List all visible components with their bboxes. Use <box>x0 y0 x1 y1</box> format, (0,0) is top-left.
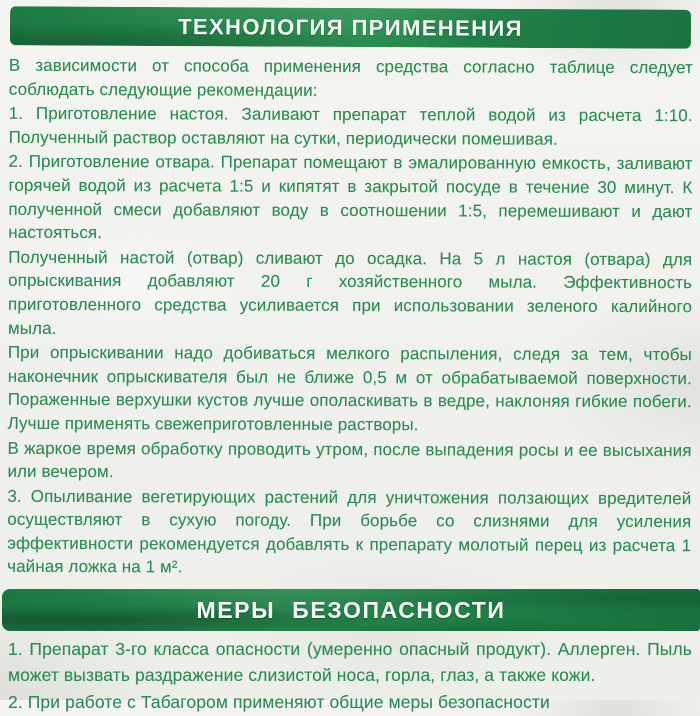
label-paragraph: В зависимости от способа применения средства согласно таблице следует соблюдать следующие рекомендации: <box>8 55 693 100</box>
label-paragraph: 2. При работе с Табагором применяют общие меры безопасности <box>8 692 550 712</box>
technology-section-title: ТЕХНОЛОГИЯ ПРИМЕНЕНИЯ <box>178 13 523 41</box>
section-header-safety <box>2 589 700 631</box>
label-paragraph: 2. Приготовление отвара. Препарат помещают в эмалированную емкость, заливают горячей водой из расчета 1:5 и кипятят в закрытой посуде в течение 30 минут. К полученной смеси добавляют воду в соотношении 1:5, перемешивают и дают настояться. <box>8 152 693 243</box>
label-paragraph: Полученный настой (отвар) сливают до осадка. На 5 л настоя (отвара) для опрыскивания добавляют 20 г хозяйственного мыла. Эффективность приготовленного средства усиливается при использовании зеленого калийного мыла. <box>7 247 693 338</box>
section-header-technology <box>10 6 691 49</box>
safety-section-title: МЕРЫ БЕЗОПАСНОСТИ <box>196 596 506 623</box>
label-paragraph: 1. Приготовление настоя. Заливают препарат теплой водой из расчета 1:10. Полученный раствор оставляют на сутки, периодически помешивая. <box>8 103 693 149</box>
label-paragraph: 1. Препарат 3-го класса опасности (умеренно опасный продукт). Аллерген. Пыль может вызвать раздражение слизистой носа, горла, глаз, а также кожи. <box>8 639 692 685</box>
label-paragraph: 3. Опыливание вегетирующих растений для уничтожения ползающих вредителей осуществляют в сухую погоду. При борьбе со слизнями для усиления эффективности рекомендуется добавлять к препарату молотый перец из расчета 1 чайная ложка на 1 м². <box>7 486 692 577</box>
technology-instructions-text <box>7 54 693 582</box>
safety-instructions-text <box>8 636 692 716</box>
label-paragraph: В жаркое время обработку проводить утром, после выпадения росы и ее высыхания или вечером. <box>7 438 692 482</box>
label-paragraph: При опрыскивании надо добиваться мелкого распыления, следя за тем, чтобы наконечник опрыскивателя был не ближе 0,5 м от обрабатываемой поверхности. Пораженные верхушки кустов лучше ополаскивать в ведре, наклоняя гибкие побеги. Лучше применять свежеприготовленные растворы. <box>7 342 692 435</box>
